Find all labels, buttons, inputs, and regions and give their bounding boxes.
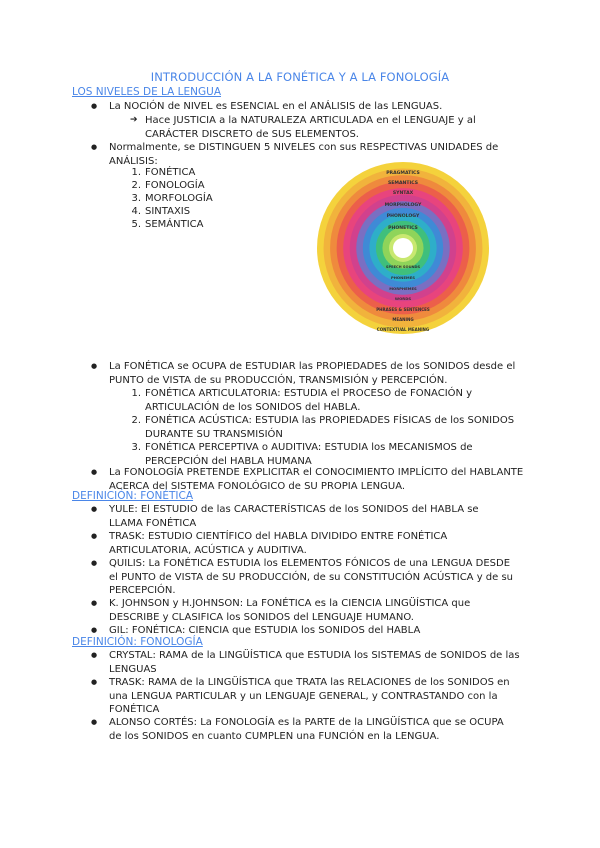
language-levels-diagram xyxy=(315,160,491,336)
diagram-center xyxy=(393,238,413,258)
definition-trask-fonetica: ● TRASK: ESTUDIO CIENTÍFICO del HABLA DIVIDIDO ENTRE FONÉTICA ARTICULATORIA, ACÚSTICA y AUDITIVA. xyxy=(109,530,494,557)
label-syntax: SYNTAX xyxy=(392,191,414,196)
label-pragmatics: PRAGMATICS xyxy=(386,171,420,176)
definition-crystal: ● CRYSTAL: RAMA de la LINGÜÍSTICA que ESTUDIA los SISTEMAS de SONIDOS de las LENGUAS xyxy=(109,649,529,676)
definition-johnson: ● K. JOHNSON y H.JOHNSON: La FONÉTICA es la CIENCIA LINGÜÍSTICA que DESCRIBE y CLASIFICA los SONIDOS del LENGUAJE HUMANO. xyxy=(109,597,521,624)
bullet-fonologia-pretende: ● La FONOLOGÍA PRETENDE EXPLICITAR el CONOCIMIENTO IMPLÍCITO del HABLANTE ACERCA del SISTEMA FONOLÓGICO de SU PROPIA LENGUA. xyxy=(109,466,525,493)
definition-quilis: ● QUILIS: La FONÉTICA ESTUDIA los ELEMENTOS FÓNICOS de una LENGUA DESDE el PUNTO de VISTA de SU PRODUCCIÓN, de su CONSTITUCIÓN ACÚSTICA y de su PERCEPCIÓN. xyxy=(109,557,519,598)
phonetics-type-item: 1. FONÉTICA ARTICULATORIA: ESTUDIA el PROCESO de FONACIÓN y ARTICULACIÓN de los SONIDOS del HABLA. xyxy=(131,388,473,413)
definition-alonso-cortes: ● ALONSO CORTÉS: La FONOLOGÍA es la PARTE de la LINGÜÍSTICA que se OCUPA de los SONIDOS en cuanto CUMPLEN una FUNCIÓN en la LENGUA. xyxy=(109,716,514,743)
label-meaning: MEANING xyxy=(392,317,414,322)
label-phrases: PHRASES & SENTENCES xyxy=(376,307,430,312)
phonetics-type-item: 2. FONÉTICA ACÚSTICA: ESTUDIA las PROPIEDADES FÍSICAS de los SONIDOS DURANTE SU TRANSMISIÓN xyxy=(131,415,515,440)
label-context: CONTEXTUAL MEANING xyxy=(376,327,430,332)
label-phonetics: PHONETICS xyxy=(388,226,418,231)
label-morphology: MORPHOLOGY xyxy=(384,203,422,208)
document-title: INTRODUCCIÓN A LA FONÉTICA Y A LA FONOLOGÍA xyxy=(150,70,450,84)
label-morphemes: MORPHEMES xyxy=(389,286,417,291)
heading-fonetica: DEFINICIÓN: FONÉTICA xyxy=(72,490,194,502)
sub-bullet-justicia: ➔ Hace JUSTICIA a la NATURALEZA ARTICULADA en el LENGUAJE y al CARÁCTER DISCRETO de SUS ELEMENTOS. xyxy=(145,114,515,141)
label-phonemes: PHONEMES xyxy=(390,275,416,280)
level-item: 4. SINTAXIS xyxy=(131,206,191,217)
label-words: WORDS xyxy=(394,296,412,301)
bullet-nocion-nivel: ● La NOCIÓN de NIVEL es ESENCIAL en el ANÁLISIS de las LENGUAS. xyxy=(109,100,509,114)
level-item: 1. FONÉTICA xyxy=(131,167,196,178)
definition-trask-fonologia: ● TRASK: RAMA de la LINGÜÍSTICA que TRATA las RELACIONES de los SONIDOS en una LENGUA PARTICULAR y un LENGUAJE GENERAL, y CONTRASTANDO con la FONÉTICA xyxy=(109,676,514,717)
label-semantics: SEMANTICS xyxy=(387,181,419,186)
definition-yule: ● YULE: El ESTUDIO de las CARACTERÍSTICAS de los SONIDOS del HABLA se LLAMA FONÉTICA xyxy=(109,503,514,530)
label-phonology: PHONOLOGY xyxy=(386,214,420,219)
level-item: 3. MORFOLOGÍA xyxy=(131,193,213,204)
level-item: 5. SEMÁNTICA xyxy=(131,219,204,230)
bullet-fonetica-ocupa: ● La FONÉTICA se OCUPA de ESTUDIAR las PROPIEDADES de los SONIDOS desde el PUNTO de VISTA de su PRODUCCIÓN, TRANSMISIÓN y PERCEPCIÓN. xyxy=(109,360,525,387)
definition-gil: ● GIL: FONÉTICA: CIENCIA que ESTUDIA los SONIDOS del HABLA xyxy=(109,624,521,638)
heading-niveles: LOS NIVELES DE LA LENGUA xyxy=(72,86,222,98)
heading-fonologia: DEFINICIÓN: FONOLOGÍA xyxy=(72,636,203,648)
bullet-cinco-niveles: ● Normalmente, se DISTINGUEN 5 NIVELES con sus RESPECTIVAS UNIDADES de ANÁLISIS: xyxy=(109,141,525,168)
label-speech-sounds: SPEECH SOUNDS xyxy=(385,265,421,269)
level-item: 2. FONOLOGÍA xyxy=(131,180,205,191)
phonetics-type-item: 3. FONÉTICA PERCEPTIVA o AUDITIVA: ESTUDIA los MECANISMOS de PERCEPCIÓN del HABLA HUMANA xyxy=(131,442,473,467)
